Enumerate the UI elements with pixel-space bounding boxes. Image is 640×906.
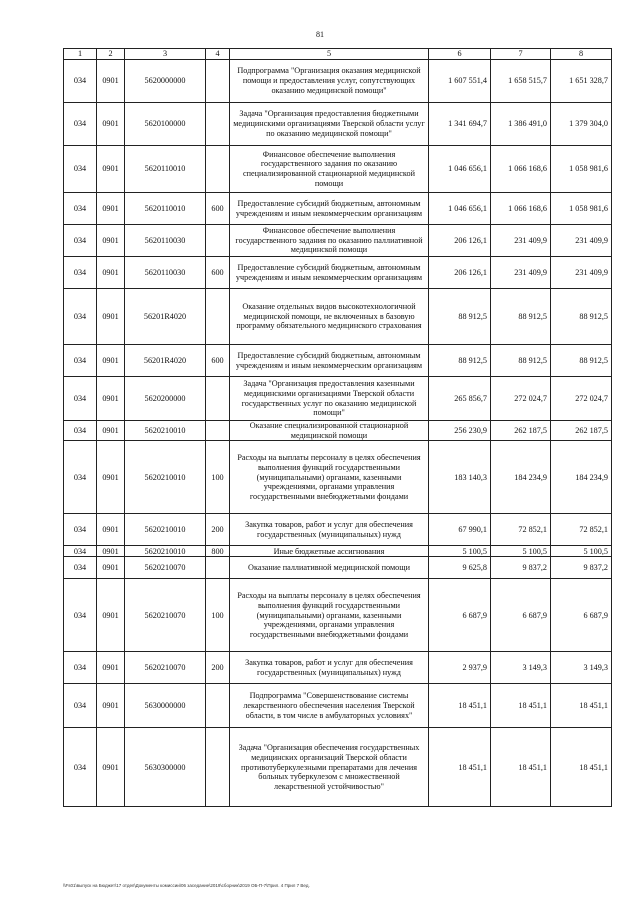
amount-year-1-cell: 18 451,1 [429, 684, 491, 728]
target-article-cell: 5630000000 [125, 684, 206, 728]
code-admin-cell: 034 [64, 225, 97, 257]
amount-year-1-cell: 2 937,9 [429, 652, 491, 684]
amount-year-2-cell: 9 837,2 [491, 557, 551, 579]
expense-type-cell: 600 [206, 257, 230, 289]
section-cell: 0901 [97, 103, 125, 146]
amount-year-3-cell: 1 058 981,6 [551, 146, 612, 193]
amount-year-3-cell: 18 451,1 [551, 684, 612, 728]
item-name-cell: Задача "Организация предоставления бюджетными медицинскими организациями Тверской области услуг по оказанию медицинской помощи" [230, 103, 429, 146]
amount-year-2-cell: 1 066 168,6 [491, 146, 551, 193]
amount-year-2-cell: 1 658 515,7 [491, 60, 551, 103]
item-name-cell: Подпрограмма "Совершенствование системы лекарственного обеспечения населения Тверской области, в том числе в амбулаторных условиях" [230, 684, 429, 728]
section-cell: 0901 [97, 441, 125, 514]
item-name-cell: Подпрограмма "Организация оказания медицинской помощи и предоставления услуг, сопутствующих оказанию медицинской помощи" [230, 60, 429, 103]
target-article-cell: 5620210070 [125, 652, 206, 684]
code-admin-cell: 034 [64, 728, 97, 807]
item-name-cell: Финансовое обеспечение выполнения государственного задания по оказанию паллиативной медицинской помощи [230, 225, 429, 257]
amount-year-1-cell: 206 126,1 [429, 257, 491, 289]
section-cell: 0901 [97, 728, 125, 807]
amount-year-1-cell: 206 126,1 [429, 225, 491, 257]
target-article-cell: 5620200000 [125, 377, 206, 421]
budget-table [63, 48, 612, 807]
item-name-cell: Закупка товаров, работ и услуг для обеспечения государственных (муниципальных) нужд [230, 514, 429, 546]
item-name-cell: Закупка товаров, работ и услуг для обеспечения государственных (муниципальных) нужд [230, 652, 429, 684]
target-article-cell: 5620110010 [125, 193, 206, 225]
table-row [64, 103, 612, 146]
code-admin-cell: 034 [64, 421, 97, 441]
expense-type-cell: 200 [206, 652, 230, 684]
item-name-cell: Предоставление субсидий бюджетным, автономным учреждениям и иным некоммерческим организациям [230, 345, 429, 377]
code-admin-cell: 034 [64, 289, 97, 345]
section-cell: 0901 [97, 579, 125, 652]
code-admin-cell: 034 [64, 557, 97, 579]
table-row [64, 289, 612, 345]
amount-year-2-cell: 231 409,9 [491, 257, 551, 289]
item-name-cell: Оказание отдельных видов высокотехнологичной медицинской помощи, не включенных в базовую программу обязательного медицинского страхования [230, 289, 429, 345]
table-row [64, 579, 612, 652]
amount-year-2-cell: 18 451,1 [491, 728, 551, 807]
code-admin-cell: 034 [64, 377, 97, 421]
item-name-cell: Иные бюджетные ассигнования [230, 546, 429, 557]
amount-year-1-cell: 67 990,1 [429, 514, 491, 546]
amount-year-2-cell: 72 852,1 [491, 514, 551, 546]
amount-year-3-cell: 184 234,9 [551, 441, 612, 514]
section-cell: 0901 [97, 60, 125, 103]
expense-type-cell: 200 [206, 514, 230, 546]
code-admin-cell: 034 [64, 514, 97, 546]
amount-year-3-cell: 231 409,9 [551, 225, 612, 257]
footer-file-path: \\Fs01\выпуск на Бюджет\17 отдел\Документы комиссии\06 заседание\2019\сборник\2019 ОБ-П-7\Прил. 4 Прил 7 Вед. [63, 883, 310, 888]
section-cell: 0901 [97, 225, 125, 257]
target-article-cell: 5620000000 [125, 60, 206, 103]
table-row [64, 225, 612, 257]
header-col-8: 8 [551, 49, 612, 60]
amount-year-2-cell: 231 409,9 [491, 225, 551, 257]
item-name-cell: Финансовое обеспечение выполнения государственного задания по оказанию специализированной стационарной медицинской помощи [230, 146, 429, 193]
amount-year-3-cell: 262 187,5 [551, 421, 612, 441]
target-article-cell: 5620110030 [125, 257, 206, 289]
amount-year-2-cell: 1 386 491,0 [491, 103, 551, 146]
amount-year-3-cell: 9 837,2 [551, 557, 612, 579]
code-admin-cell: 034 [64, 652, 97, 684]
table-row [64, 146, 612, 193]
code-admin-cell: 034 [64, 546, 97, 557]
expense-type-cell: 600 [206, 193, 230, 225]
amount-year-1-cell: 6 687,9 [429, 579, 491, 652]
code-admin-cell: 034 [64, 579, 97, 652]
section-cell: 0901 [97, 146, 125, 193]
amount-year-2-cell: 5 100,5 [491, 546, 551, 557]
table-row [64, 193, 612, 225]
code-admin-cell: 034 [64, 103, 97, 146]
target-article-cell: 5620110010 [125, 146, 206, 193]
expense-type-cell: 100 [206, 579, 230, 652]
amount-year-3-cell: 88 912,5 [551, 289, 612, 345]
header-col-4: 4 [206, 49, 230, 60]
header-col-5: 5 [230, 49, 429, 60]
amount-year-2-cell: 6 687,9 [491, 579, 551, 652]
expense-type-cell [206, 289, 230, 345]
section-cell: 0901 [97, 345, 125, 377]
header-col-2: 2 [97, 49, 125, 60]
target-article-cell: 5630300000 [125, 728, 206, 807]
section-cell: 0901 [97, 546, 125, 557]
table-row [64, 728, 612, 807]
expense-type-cell [206, 377, 230, 421]
amount-year-3-cell: 88 912,5 [551, 345, 612, 377]
header-col-3: 3 [125, 49, 206, 60]
item-name-cell: Предоставление субсидий бюджетным, автономным учреждениям и иным некоммерческим организациям [230, 193, 429, 225]
section-cell: 0901 [97, 514, 125, 546]
target-article-cell: 5620210070 [125, 579, 206, 652]
section-cell: 0901 [97, 421, 125, 441]
table-row [64, 652, 612, 684]
amount-year-1-cell: 9 625,8 [429, 557, 491, 579]
amount-year-1-cell: 183 140,3 [429, 441, 491, 514]
amount-year-3-cell: 231 409,9 [551, 257, 612, 289]
target-article-cell: 5620210010 [125, 421, 206, 441]
target-article-cell: 5620210010 [125, 441, 206, 514]
table-row [64, 421, 612, 441]
target-article-cell: 5620210010 [125, 546, 206, 557]
section-cell: 0901 [97, 684, 125, 728]
expense-type-cell [206, 146, 230, 193]
expense-type-cell [206, 225, 230, 257]
amount-year-3-cell: 18 451,1 [551, 728, 612, 807]
amount-year-1-cell: 1 046 656,1 [429, 146, 491, 193]
amount-year-2-cell: 1 066 168,6 [491, 193, 551, 225]
code-admin-cell: 034 [64, 441, 97, 514]
expense-type-cell [206, 684, 230, 728]
amount-year-3-cell: 72 852,1 [551, 514, 612, 546]
amount-year-3-cell: 272 024,7 [551, 377, 612, 421]
target-article-cell: 5620210070 [125, 557, 206, 579]
expense-type-cell: 800 [206, 546, 230, 557]
target-article-cell: 5620100000 [125, 103, 206, 146]
amount-year-3-cell: 1 379 304,0 [551, 103, 612, 146]
target-article-cell: 56201R4020 [125, 345, 206, 377]
code-admin-cell: 034 [64, 257, 97, 289]
section-cell: 0901 [97, 652, 125, 684]
code-admin-cell: 034 [64, 684, 97, 728]
table-row [64, 684, 612, 728]
amount-year-3-cell: 1 651 328,7 [551, 60, 612, 103]
item-name-cell: Расходы на выплаты персоналу в целях обеспечения выполнения функций государственными (муниципальными) органами, казенными учреждениями, органами управления государственными внебюджетными фондами [230, 441, 429, 514]
section-cell: 0901 [97, 557, 125, 579]
code-admin-cell: 034 [64, 146, 97, 193]
section-cell: 0901 [97, 289, 125, 345]
expense-type-cell [206, 60, 230, 103]
code-admin-cell: 034 [64, 193, 97, 225]
amount-year-1-cell: 88 912,5 [429, 345, 491, 377]
table-row [64, 60, 612, 103]
amount-year-3-cell: 5 100,5 [551, 546, 612, 557]
target-article-cell: 5620110030 [125, 225, 206, 257]
amount-year-1-cell: 1 046 656,1 [429, 193, 491, 225]
table-row [64, 257, 612, 289]
item-name-cell: Оказание паллиативной медицинской помощи [230, 557, 429, 579]
amount-year-2-cell: 18 451,1 [491, 684, 551, 728]
table-row [64, 514, 612, 546]
amount-year-3-cell: 6 687,9 [551, 579, 612, 652]
section-cell: 0901 [97, 377, 125, 421]
header-col-7: 7 [491, 49, 551, 60]
expense-type-cell [206, 557, 230, 579]
table-row [64, 546, 612, 557]
expense-type-cell: 600 [206, 345, 230, 377]
table-row [64, 557, 612, 579]
section-cell: 0901 [97, 257, 125, 289]
amount-year-2-cell: 88 912,5 [491, 289, 551, 345]
amount-year-2-cell: 272 024,7 [491, 377, 551, 421]
amount-year-1-cell: 5 100,5 [429, 546, 491, 557]
expense-type-cell [206, 728, 230, 807]
amount-year-1-cell: 88 912,5 [429, 289, 491, 345]
table-row [64, 441, 612, 514]
header-col-1: 1 [64, 49, 97, 60]
amount-year-1-cell: 1 607 551,4 [429, 60, 491, 103]
code-admin-cell: 034 [64, 345, 97, 377]
table-row [64, 377, 612, 421]
expense-type-cell: 100 [206, 441, 230, 514]
amount-year-2-cell: 184 234,9 [491, 441, 551, 514]
item-name-cell: Задача "Организация обеспечения государственных медицинских организаций Тверской области противотуберкулезными препаратами для лечения больных туберкулезом с множественной лекарственной устойчивостью" [230, 728, 429, 807]
page-number: 81 [316, 30, 324, 39]
amount-year-1-cell: 265 856,7 [429, 377, 491, 421]
amount-year-2-cell: 88 912,5 [491, 345, 551, 377]
expense-type-cell [206, 103, 230, 146]
table-header-row [64, 49, 612, 60]
section-cell: 0901 [97, 193, 125, 225]
item-name-cell: Расходы на выплаты персоналу в целях обеспечения выполнения функций государственными (муниципальными) органами, казенными учреждениями, органами управления государственными внебюджетными фондами [230, 579, 429, 652]
item-name-cell: Предоставление субсидий бюджетным, автономным учреждениям и иным некоммерческим организациям [230, 257, 429, 289]
header-col-6: 6 [429, 49, 491, 60]
amount-year-2-cell: 262 187,5 [491, 421, 551, 441]
table-row [64, 345, 612, 377]
amount-year-3-cell: 3 149,3 [551, 652, 612, 684]
target-article-cell: 56201R4020 [125, 289, 206, 345]
item-name-cell: Задача "Организация предоставления казенными медицинскими организациями Тверской области государственных услуг по оказанию медицинской помощи" [230, 377, 429, 421]
amount-year-1-cell: 18 451,1 [429, 728, 491, 807]
code-admin-cell: 034 [64, 60, 97, 103]
amount-year-1-cell: 1 341 694,7 [429, 103, 491, 146]
amount-year-1-cell: 256 230,9 [429, 421, 491, 441]
target-article-cell: 5620210010 [125, 514, 206, 546]
amount-year-3-cell: 1 058 981,6 [551, 193, 612, 225]
amount-year-2-cell: 3 149,3 [491, 652, 551, 684]
expense-type-cell [206, 421, 230, 441]
item-name-cell: Оказание специализированной стационарной медицинской помощи [230, 421, 429, 441]
